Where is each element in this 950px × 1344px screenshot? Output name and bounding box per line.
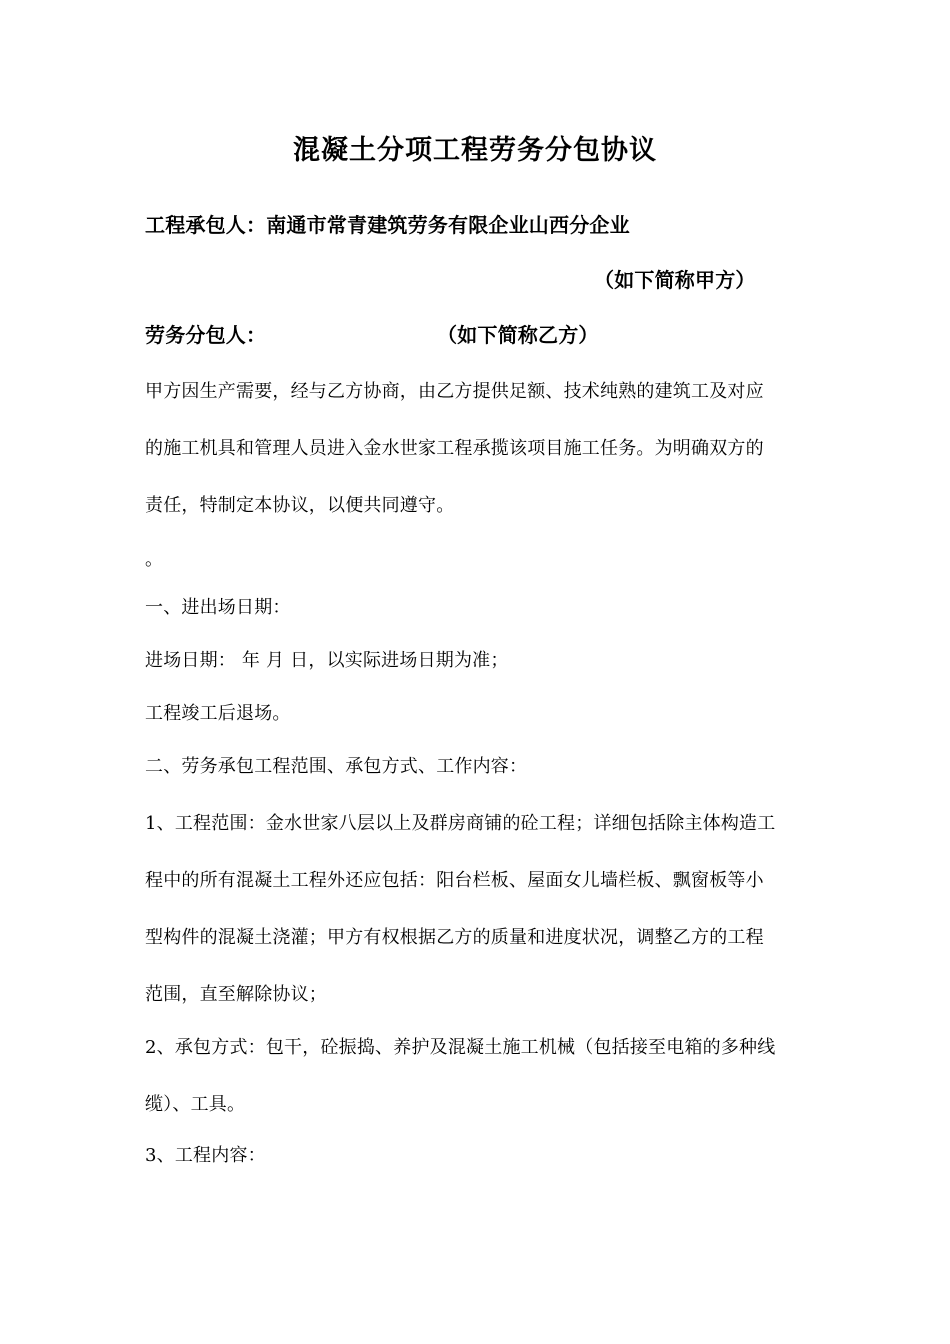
section2-heading: 二、劳务承包工程范围、承包方式、工作内容： <box>145 756 528 777</box>
section1-heading: 一、进出场日期： <box>145 597 291 618</box>
section2-item2-line-1: 2、承包方式：包干，砼振捣、养护及混凝土施工机械（包括接至电箱的多种线 <box>145 1037 776 1058</box>
document-title: 混凝土分项工程劳务分包协议 <box>293 135 657 166</box>
subcontractor-abbrev: （如下简称乙方） <box>437 323 599 347</box>
intro-line-3: 责任，特制定本协议，以便共同遵守。 <box>145 495 455 516</box>
intro-line-1: 甲方因生产需要，经与乙方协商，由乙方提供足额、技术纯熟的建筑工及对应 <box>145 381 764 402</box>
section1-exit: 工程竣工后退场。 <box>145 703 291 724</box>
intro-line-4: 。 <box>145 549 164 570</box>
contractor-line: 工程承包人：南通市常青建筑劳务有限企业山西分企业 <box>145 213 630 237</box>
section1-entry-date: 进场日期： 年 月 日，以实际进场日期为准； <box>145 650 509 671</box>
section2-item2-line-2: 缆）、工具。 <box>145 1094 246 1115</box>
contractor-abbrev: （如下简称甲方） <box>594 268 756 292</box>
intro-line-2: 的施工机具和管理人员进入金水世家工程承揽该项目施工任务。为明确双方的 <box>145 438 764 459</box>
subcontractor-label: 劳务分包人： <box>145 323 267 347</box>
section2-item3: 3、工程内容： <box>145 1145 266 1166</box>
section2-item1-line-2: 程中的所有混凝土工程外还应包括：阳台栏板、屋面女儿墙栏板、飘窗板等小 <box>145 870 764 891</box>
section2-item1-line-3: 型构件的混凝土浇灌；甲方有权根据乙方的质量和进度状况，调整乙方的工程 <box>145 927 764 948</box>
section2-item1-line-1: 1、工程范围：金水世家八层以上及群房商铺的砼工程；详细包括除主体构造工 <box>145 813 776 834</box>
section2-item1-line-4: 范围，直至解除协议； <box>145 984 327 1005</box>
